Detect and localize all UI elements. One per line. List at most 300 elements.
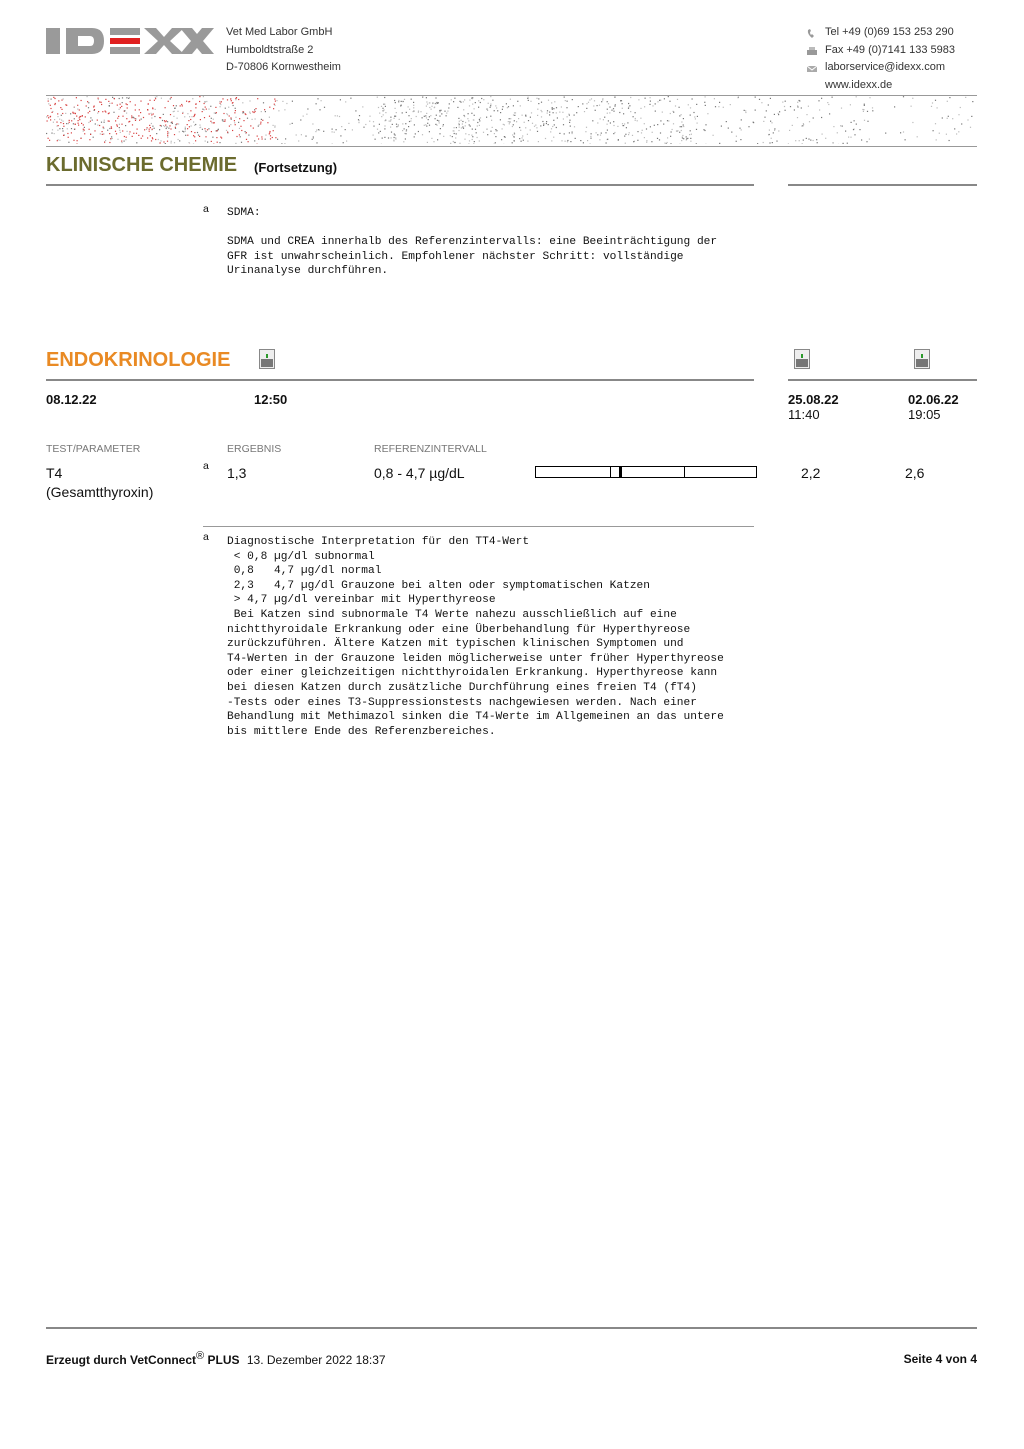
banner-speck: [205, 107, 206, 108]
banner-speck: [211, 131, 212, 132]
banner-speck: [492, 127, 493, 128]
banner-speck: [546, 123, 547, 124]
banner-speck: [206, 101, 207, 102]
banner-speck: [547, 113, 548, 114]
banner-speck: [131, 115, 132, 116]
banner-speck: [578, 106, 579, 107]
banner-speck: [131, 117, 132, 118]
banner-speck: [596, 132, 597, 133]
banner-speck: [679, 115, 680, 116]
banner-speck: [677, 131, 678, 132]
banner-speck: [607, 113, 608, 114]
banner-speck: [561, 106, 562, 107]
range-lower-tick: [610, 467, 611, 477]
banner-speck: [185, 127, 186, 128]
banner-speck: [551, 102, 552, 103]
banner-speck: [481, 98, 482, 99]
banner-speck: [681, 121, 682, 122]
banner-speck: [59, 119, 60, 120]
banner-speck: [185, 135, 186, 136]
banner-speck: [469, 100, 470, 101]
banner-speck: [413, 107, 414, 108]
banner-speck: [389, 121, 390, 122]
banner-speck: [238, 122, 239, 123]
banner-speck: [714, 98, 715, 99]
banner-speck: [84, 130, 85, 131]
banner-speck: [464, 99, 465, 100]
banner-speck: [584, 111, 585, 112]
banner-speck: [71, 120, 72, 121]
banner-speck: [429, 107, 430, 108]
banner-speck: [220, 106, 221, 107]
banner-speck: [527, 134, 528, 135]
banner-speck: [93, 106, 94, 107]
banner-speck: [223, 113, 224, 114]
banner-speck: [850, 137, 851, 138]
banner-speck: [312, 123, 313, 124]
banner-speck: [446, 115, 447, 116]
banner-speck: [471, 98, 472, 99]
banner-speck: [680, 126, 681, 127]
banner-speck: [541, 116, 542, 117]
banner-speck: [248, 135, 249, 136]
document-icon[interactable]: [259, 349, 275, 369]
banner-speck: [672, 129, 673, 130]
banner-speck: [112, 138, 113, 139]
banner-speck: [408, 126, 409, 127]
banner-speck: [61, 100, 62, 101]
banner-speck: [528, 100, 529, 101]
banner-speck: [111, 126, 112, 127]
contact-text[interactable]: laborservice@idexx.com: [825, 61, 945, 73]
banner-speck: [662, 112, 663, 113]
banner-speck: [104, 142, 105, 143]
banner-speck: [204, 128, 205, 129]
banner-speck: [60, 107, 61, 108]
banner-speck: [731, 132, 732, 133]
banner-speck: [690, 138, 691, 139]
banner-speck: [474, 108, 475, 109]
banner-speck: [373, 121, 374, 122]
banner-speck: [514, 115, 515, 116]
banner-speck: [564, 97, 565, 98]
banner-speck: [117, 126, 118, 127]
banner-speck: [205, 130, 206, 131]
banner-speck: [633, 116, 634, 117]
banner-speck: [607, 124, 608, 125]
document-icon[interactable]: [794, 349, 810, 369]
banner-speck: [869, 139, 870, 140]
banner-speck: [451, 99, 452, 100]
banner-speck: [458, 130, 459, 131]
banner-speck: [675, 105, 676, 106]
banner-speck: [358, 122, 359, 123]
banner-speck: [911, 106, 912, 107]
banner-speck: [105, 111, 106, 112]
banner-speck: [235, 124, 236, 125]
banner-speck: [621, 100, 622, 101]
banner-speck: [277, 139, 278, 140]
banner-speck: [167, 137, 168, 138]
note-marker: a: [203, 531, 209, 543]
banner-speck: [433, 141, 434, 142]
banner-speck: [120, 104, 121, 105]
contact-text[interactable]: Tel +49 (0)69 153 253 290: [825, 26, 954, 38]
banner-speck: [80, 138, 81, 139]
column-header-reference: REFERENZINTERVALL: [374, 443, 487, 455]
banner-speck: [432, 103, 433, 104]
banner-speck: [626, 127, 627, 128]
banner-speck: [437, 120, 438, 121]
banner-speck: [187, 113, 188, 114]
banner-speck: [683, 118, 684, 119]
banner-speck: [149, 131, 150, 132]
idexx-logo: [46, 26, 214, 56]
banner-speck: [79, 116, 80, 117]
banner-speck: [603, 119, 604, 120]
banner-speck: [390, 117, 391, 118]
banner-speck: [424, 116, 425, 117]
banner-speck: [457, 107, 458, 108]
banner-speck: [235, 108, 236, 109]
banner-speck: [220, 104, 221, 105]
banner-speck: [98, 98, 99, 99]
banner-speck: [434, 107, 435, 108]
banner-speck: [292, 123, 293, 124]
banner-speck: [509, 121, 510, 122]
banner-speck: [139, 109, 140, 110]
banner-speck: [813, 140, 814, 141]
banner-speck: [413, 111, 414, 112]
banner-speck: [431, 109, 432, 110]
banner-speck: [235, 117, 236, 118]
banner-speck: [657, 138, 658, 139]
banner-speck: [690, 107, 691, 108]
result-value: 1,3: [227, 465, 247, 481]
banner-speck: [853, 129, 854, 130]
banner-speck: [557, 117, 558, 118]
banner-speck: [127, 104, 128, 105]
banner-speck: [431, 138, 432, 139]
banner-speck: [81, 100, 82, 101]
banner-speck: [335, 115, 336, 116]
banner-speck: [240, 136, 241, 137]
banner-speck: [87, 101, 88, 102]
banner-speck: [833, 126, 834, 127]
banner-speck: [590, 138, 591, 139]
banner-speck: [119, 98, 120, 99]
banner-speck: [931, 106, 932, 107]
banner-speck: [60, 122, 61, 123]
banner-speck: [490, 105, 491, 106]
banner-speck: [442, 126, 443, 127]
banner-speck: [54, 119, 55, 120]
banner-speck: [396, 112, 397, 113]
banner-speck: [199, 96, 200, 97]
banner-speck: [429, 125, 430, 126]
banner-speck: [861, 139, 862, 140]
banner-speck: [167, 131, 168, 132]
banner-speck: [426, 106, 427, 107]
banner-speck: [230, 98, 231, 99]
document-icon[interactable]: [914, 349, 930, 369]
banner-speck: [822, 134, 823, 135]
banner-speck: [502, 106, 503, 107]
banner-speck: [730, 104, 731, 105]
banner-speck: [450, 135, 451, 136]
banner-speck: [761, 102, 762, 103]
banner-speck: [168, 132, 169, 133]
banner-speck: [126, 113, 127, 114]
banner-speck: [766, 110, 767, 111]
banner-speck: [607, 101, 608, 102]
banner-speck: [150, 135, 151, 136]
banner-speck: [234, 120, 235, 121]
banner-speck: [222, 98, 223, 99]
banner-speck: [715, 106, 716, 107]
banner-speck: [130, 101, 131, 102]
banner-speck: [763, 142, 764, 143]
banner-speck: [637, 140, 638, 141]
banner-speck: [512, 142, 513, 143]
banner-speck: [654, 125, 655, 126]
banner-speck: [961, 123, 962, 124]
banner-speck: [932, 102, 933, 103]
banner-speck: [88, 107, 89, 108]
banner-speck: [245, 131, 246, 132]
banner-speck: [595, 110, 596, 111]
banner-speck: [705, 105, 706, 106]
banner-speck: [140, 112, 141, 113]
banner-speck: [521, 141, 522, 142]
banner-speck: [373, 135, 374, 136]
banner-speck: [650, 97, 651, 98]
banner-speck: [337, 115, 338, 116]
banner-speck: [619, 112, 620, 113]
banner-speck: [425, 115, 426, 116]
banner-speck: [942, 117, 943, 118]
banner-speck: [779, 111, 780, 112]
banner-speck: [274, 105, 275, 106]
banner-speck: [193, 135, 194, 136]
banner-speck: [217, 130, 218, 131]
banner-speck: [74, 113, 75, 114]
banner-speck: [459, 127, 460, 128]
banner-speck: [827, 102, 828, 103]
banner-speck: [512, 126, 513, 127]
banner-speck: [260, 123, 261, 124]
banner-speck: [486, 117, 487, 118]
banner-speck: [229, 126, 230, 127]
banner-speck: [332, 131, 333, 132]
banner-speck: [406, 131, 407, 132]
banner-speck: [813, 117, 814, 118]
banner-speck: [816, 139, 817, 140]
banner-speck: [126, 137, 127, 138]
banner-speck: [68, 142, 69, 143]
banner-speck: [274, 99, 275, 100]
banner-speck: [127, 131, 128, 132]
banner-speck: [867, 121, 868, 122]
banner-speck: [474, 115, 475, 116]
banner-speck: [554, 101, 555, 102]
banner-speck: [93, 137, 94, 138]
previous-time: 11:40: [788, 407, 820, 422]
banner-speck: [230, 124, 231, 125]
banner-speck: [460, 102, 461, 103]
banner-speck: [125, 139, 126, 140]
banner-speck: [885, 133, 886, 134]
banner-speck: [167, 135, 168, 136]
banner-speck: [348, 123, 349, 124]
banner-speck: [490, 116, 491, 117]
banner-speck: [614, 97, 615, 98]
banner-speck: [232, 130, 233, 131]
banner-speck: [690, 130, 691, 131]
banner-speck: [809, 121, 810, 122]
banner-speck: [135, 109, 136, 110]
banner-speck: [369, 116, 370, 117]
banner-speck: [207, 129, 208, 130]
banner-speck: [770, 98, 771, 99]
banner-speck: [115, 131, 116, 132]
banner-speck: [789, 130, 790, 131]
banner-speck: [713, 135, 714, 136]
banner-speck: [53, 97, 54, 98]
banner-speck: [519, 138, 520, 139]
banner-speck: [274, 125, 275, 126]
banner-speck: [264, 109, 265, 110]
banner-speck: [625, 134, 626, 135]
banner-speck: [439, 111, 440, 112]
banner-speck: [151, 140, 152, 141]
banner-speck: [394, 100, 395, 101]
banner-speck: [177, 111, 178, 112]
banner-speck: [541, 102, 542, 103]
banner-speck: [438, 120, 439, 121]
banner-speck: [842, 126, 843, 127]
banner-speck: [686, 139, 687, 140]
banner-speck: [56, 122, 57, 123]
banner-speck: [530, 101, 531, 102]
banner-speck: [158, 139, 159, 140]
banner-speck: [561, 140, 562, 141]
banner-speck: [425, 124, 426, 125]
banner-speck: [415, 133, 416, 134]
banner-speck: [76, 97, 77, 98]
banner-speck: [339, 116, 340, 117]
banner-speck: [231, 100, 232, 101]
banner-speck: [556, 107, 557, 108]
banner-speck: [630, 97, 631, 98]
banner-speck: [161, 125, 162, 126]
banner-speck: [208, 109, 209, 110]
banner-speck: [590, 143, 591, 144]
banner-speck: [522, 135, 523, 136]
banner-speck: [818, 100, 819, 101]
banner-speck: [168, 128, 169, 129]
banner-speck: [856, 124, 857, 125]
banner-speck: [646, 128, 647, 129]
banner-speck: [613, 108, 614, 109]
banner-speck: [269, 131, 270, 132]
banner-speck: [462, 126, 463, 127]
banner-speck: [956, 133, 957, 134]
banner-speck: [395, 138, 396, 139]
contact-phone: [806, 24, 955, 42]
banner-speck: [171, 122, 172, 123]
banner-speck: [116, 124, 117, 125]
banner-speck: [165, 107, 166, 108]
banner-speck: [673, 123, 674, 124]
banner-speck: [226, 113, 227, 114]
banner-speck: [395, 135, 396, 136]
banner-speck: [970, 127, 971, 128]
banner-speck: [50, 105, 51, 106]
banner-speck: [384, 125, 385, 126]
banner-speck: [316, 130, 317, 131]
banner-speck: [113, 112, 114, 113]
banner-speck: [479, 120, 480, 121]
banner-speck: [49, 140, 50, 141]
contact-text[interactable]: www.idexx.de: [825, 78, 893, 91]
banner-speck: [949, 140, 950, 141]
divider: [788, 184, 977, 186]
banner-speck: [607, 130, 608, 131]
banner-speck: [461, 127, 462, 128]
banner-speck: [790, 106, 791, 107]
banner-speck: [591, 133, 592, 134]
banner-speck: [401, 101, 402, 102]
banner-speck: [345, 129, 346, 130]
banner-speck: [270, 135, 271, 136]
banner-speck: [223, 121, 224, 122]
banner-speck: [213, 122, 214, 123]
banner-speck: [687, 138, 688, 139]
banner-speck: [462, 121, 463, 122]
banner-speck: [57, 130, 58, 131]
banner-speck: [216, 137, 217, 138]
banner-speck: [109, 103, 110, 104]
banner-speck: [864, 105, 865, 106]
banner-speck: [395, 102, 396, 103]
banner-speck: [510, 99, 511, 100]
previous-time: 19:05: [908, 407, 941, 422]
banner-speck: [312, 139, 313, 140]
banner-speck: [435, 124, 436, 125]
banner-speck: [559, 112, 560, 113]
banner-speck: [821, 98, 822, 99]
banner-speck: [115, 120, 116, 121]
banner-speck: [209, 116, 210, 117]
banner-speck: [490, 96, 491, 97]
banner-speck: [843, 143, 844, 144]
banner-speck: [170, 98, 171, 99]
banner-speck: [211, 118, 212, 119]
banner-speck: [795, 140, 796, 141]
banner-speck: [239, 128, 240, 129]
banner-speck: [625, 143, 626, 144]
banner-speck: [127, 107, 128, 108]
banner-speck: [640, 118, 641, 119]
banner-speck: [395, 116, 396, 117]
banner-speck: [429, 102, 430, 103]
banner-speck: [479, 140, 480, 141]
banner-speck: [276, 100, 277, 101]
contact-text[interactable]: Fax +49 (0)7141 133 5983: [825, 43, 955, 56]
banner-speck: [103, 134, 104, 135]
banner-speck: [205, 141, 206, 142]
